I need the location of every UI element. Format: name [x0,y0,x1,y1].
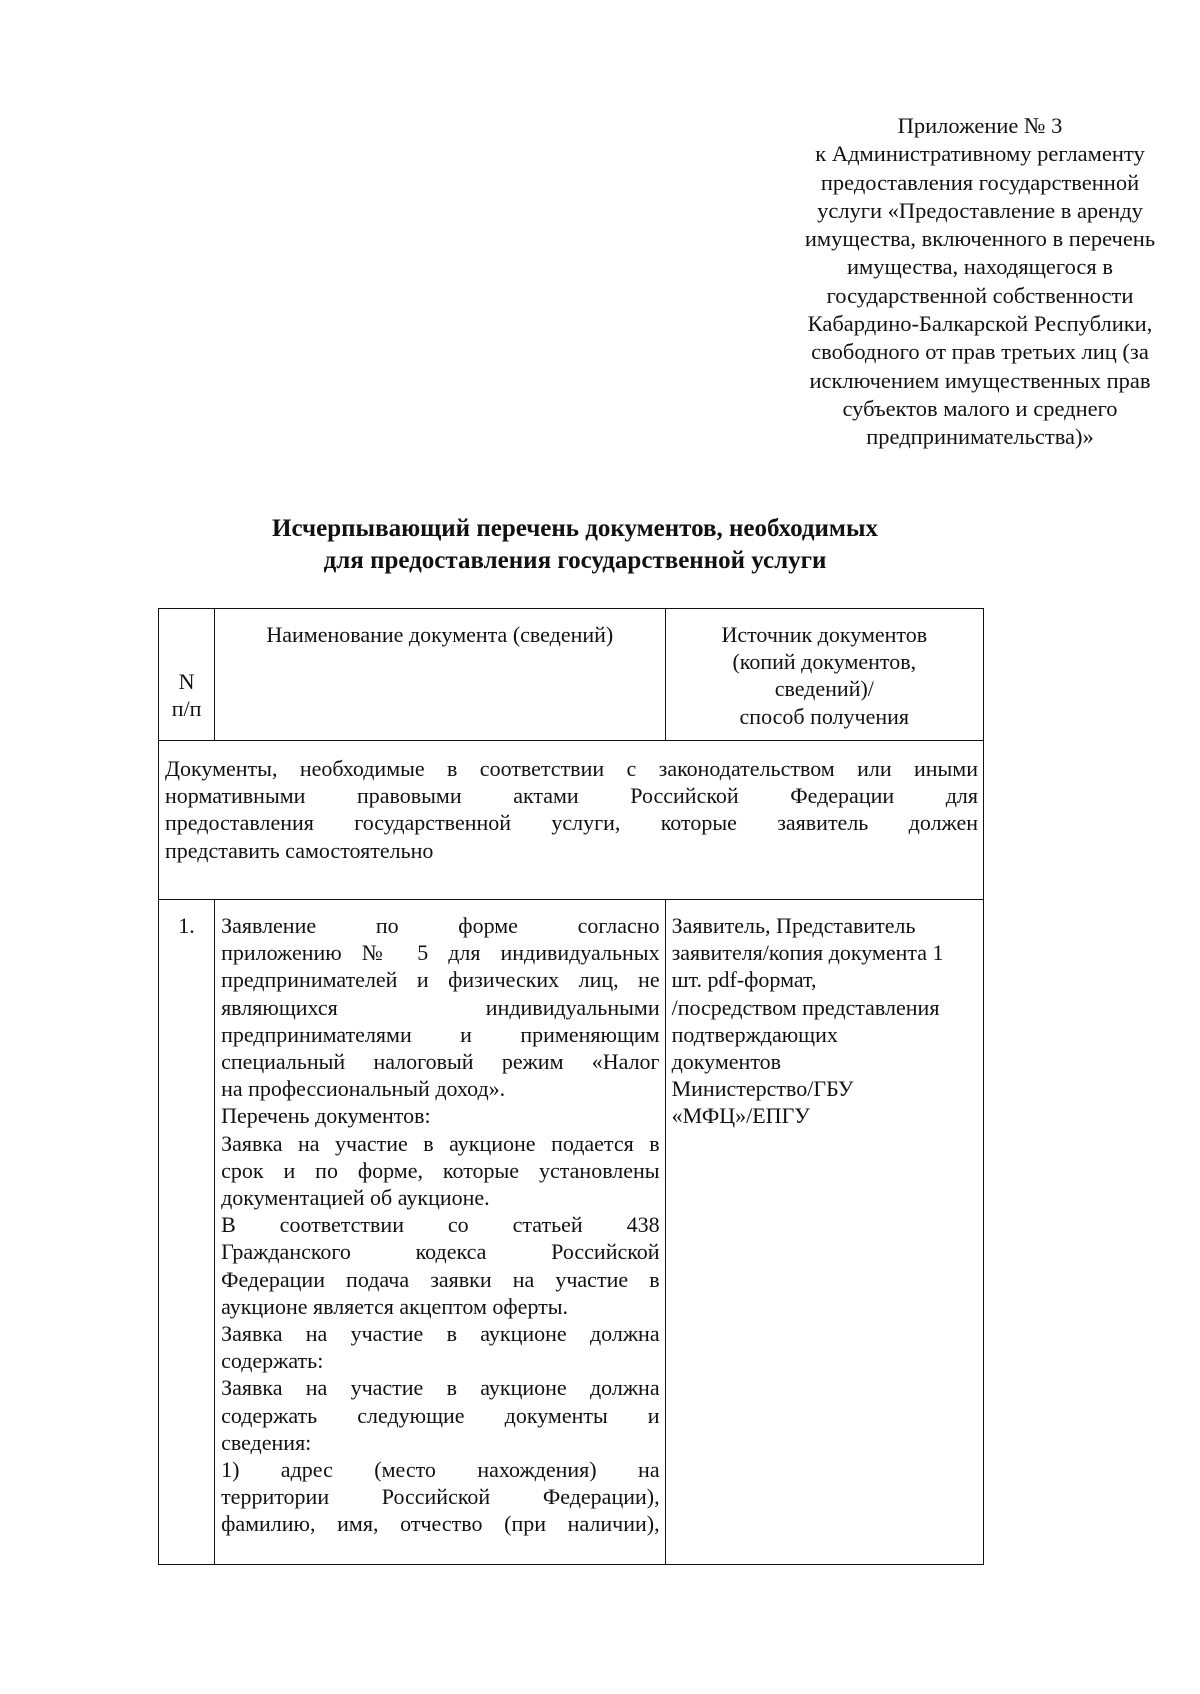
row-text-line: 1) адрес (место нахождения) на [221,1457,660,1483]
row-text-line: аукционе является акцептом оферты. [221,1293,569,1319]
appendix-line: Кабардино-Балкарской Республики, [807,311,1153,337]
header-name-cell [215,609,666,741]
section-line: Документы, необходимые в соответствии с законодательством или иными [165,756,978,781]
header-number-line: N [178,668,195,694]
row-text-line: предпринимателей и физических лиц, не [221,967,660,993]
row-text-line: содержать: [221,1348,324,1374]
row-source-line: заявителя/копия документа 1 [671,940,944,966]
header-number-cell [159,609,215,741]
row-source-line: «МФЦ»/ЕПГУ [671,1103,810,1129]
row-text-line: Гражданского кодекса Российской [221,1239,660,1265]
header-source-cell [665,609,983,741]
row-text-line: специальный налоговый режим «Налог [221,1049,660,1075]
appendix-line: государственной собственности [826,282,1134,308]
appendix-line: исключением имущественных прав [809,367,1151,393]
appendix-line: свободного от прав третьих лиц (за [811,339,1149,365]
table-row [159,900,984,1565]
row-text-line: содержать следующие документы и [221,1402,660,1428]
row-number-cell [159,900,215,1565]
section-cell [159,741,984,900]
section-line: нормативными правовыми актами Российской Федерации для [165,783,978,809]
section-line: представить самостоятельно [165,837,434,863]
row-source-line: /посредством представления [671,994,940,1020]
row-text-line: на профессиональный доход». [221,1076,506,1102]
appendix-line: предоставления государственной [820,169,1140,195]
title-line-2: для предоставления государственной услуги [323,547,827,574]
row-text-line: фамилию, имя, отчество (при наличии), [221,1511,660,1537]
appendix-line: предпринимательства)» [866,424,1094,450]
row-source-line: подтверждающих [671,1021,838,1047]
appendix-header [700,112,1200,452]
document-title [160,513,990,577]
row-source-line: Заявитель, Представитель [671,913,916,938]
row-text-line: территории Российской Федерации), [221,1484,660,1510]
documents-table [158,608,984,1565]
appendix-line: к Административному регламенту [815,141,1145,167]
header-name-label: Наименование документа (сведений) [266,622,614,647]
header-source-line: (копий документов, [732,649,917,675]
row-text-line: документацией об аукционе. [221,1185,490,1211]
row-text-line: являющихся индивидуальными [221,994,660,1020]
header-source-line: способ получения [739,703,910,729]
section-row [159,741,984,900]
row-text-line: Перечень документов: [221,1103,431,1129]
header-source-line: сведений)/ [774,676,874,702]
row-text-line: приложению № 5 для индивидуальных [221,940,660,966]
row-text-line: Федерации подача заявки на участие в [221,1266,660,1292]
appendix-line: имущества, включенного в перечень [804,226,1156,252]
appendix-line: Приложение № 3 [897,113,1063,138]
row-text-line: Заявка на участие в аукционе должна [221,1375,660,1401]
row-document-cell [215,900,666,1565]
table-header-row [159,609,984,741]
row-source-line: документов [671,1049,782,1075]
row-text-line: срок и по форме, которые установлены [221,1157,660,1183]
row-text-line: Заявка на участие в аукционе должна [221,1321,660,1347]
row-text-line: предпринимателями и применяющим [221,1021,660,1047]
appendix-line: имущества, находящегося в [847,254,1113,280]
row-text-line: Заявка на участие в аукционе подается в [221,1130,660,1156]
row-source-line: Министерство/ГБУ [671,1076,854,1102]
header-source-line: Источник документов [721,622,928,647]
row-source-cell [665,900,983,1565]
row-source-line: шт. pdf-формат, [671,967,817,993]
header-number-line: п/п [171,695,202,721]
row-text-line: В соответствии со статьей 438 [221,1212,660,1238]
row-text-line: Заявление по форме согласно [221,913,660,938]
title-line-1: Исчерпывающий перечень документов, необходимых [272,515,878,542]
section-line: предоставления государственной услуги, которые заявитель должен [165,810,978,836]
appendix-line: субъектов малого и среднего [842,395,1118,421]
appendix-line: услуги «Предоставление в аренду [817,197,1143,223]
row-text-line: сведения: [221,1429,312,1455]
row-number: 1. [178,913,195,938]
